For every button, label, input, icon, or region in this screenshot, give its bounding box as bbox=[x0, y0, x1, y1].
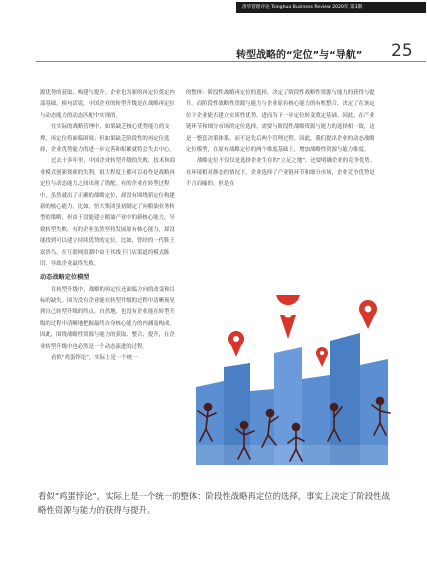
location-pin-icon bbox=[316, 347, 328, 367]
left-column bbox=[40, 88, 176, 364]
paragraph: 看似“鸡蛋悖论”，实际上是一个统一 bbox=[51, 354, 138, 361]
illustration bbox=[184, 295, 412, 465]
paragraph: 在实际的战略管理中，如果缺乏核心优势能力的支撑，再定位将面临困境；但如果缺乏阶段性的再定位选择，企业优势能力的进一步完善和积累就将会失去中心。 bbox=[40, 124, 175, 154]
paragraph: 的整体：阶段性战略再定位的选择，决定了阶段性战略性资源与能力的获得与提升。而阶段性战略性资源与能力与企业原有核心能力的有机整合，决定了在该定位下企业能否建立实质性优势，进而为下一步定位转变奠定基础。因此，在产业链环节和细分市场的定位选择，需要与阶段性战略资源与能力的选择相一致，这是一整套决策体系，而不是先后两个管理过程。因此，我们提出企业的动态战略定位模型，在原有战略定位的两个维度基础上，增加战略性资源与能力维度。 bbox=[186, 90, 375, 154]
paragraph: 过去十多年里，中国企业转型升级的失败，技术和商业模式创新探索的失利，很大程度上都可以看作是战略再定位与动态能力之间出现了错配。有的企业在转型过程中，虽然就出了正确的战略定位，却没有围绕新定位构建新的核心能力。比如，恒大集团虽初制定了向粮油业务转型的策略，但由于没能建立粮油产业中的新核心能力，导致转型失败。有的企业虽然坚持发展原有核心能力，却没能找到可以建立持续优势的定位。比如，曾经的一代鞋王富贵鸟，在互联网浪潮中由于其线下门店渠道的模式陈旧，导致企业最终失败。 bbox=[40, 158, 175, 268]
page-number: 25 bbox=[391, 41, 413, 61]
header-rule bbox=[36, 61, 426, 62]
location-pin-icon bbox=[228, 331, 244, 357]
paragraph: 源优势的获取、构建与提升。企业也为新的再定位奠定内部基础，换句话说，中国企业的转型升级是在战略再定位与动态能力的动态匹配中实现的。 bbox=[40, 90, 175, 119]
pull-quote: 看似“鸡蛋悖论”，实际上是一个统一的整体：阶段性战略再定位的选择，事实上决定了阶段性战略性资源与能力的获得与提升。 bbox=[38, 491, 390, 515]
right-column bbox=[186, 88, 376, 191]
journal-banner: 清华管理评论 Tsinghua Business Review 2020年 第3期 bbox=[236, 2, 426, 13]
location-pin-icon bbox=[359, 300, 377, 329]
running-title: 转型战略的“定位”与“导航” bbox=[236, 50, 363, 61]
paragraph: 在转型升级中，战略的再定位还面临方向的改变和目标的缺失。因为没有企业能在转型升级的过程中清晰预见到自己转型升级的终点。自然地，也没有企业能在转型升级的过程中清晰地把握最终自身核心能力的内涵及构成。因此，围绕战略性资源与能力的获取、整合、提升，在企业转型升级中也必然是一个动态演进的过程。 bbox=[40, 286, 175, 350]
paragraph: 战略定位不仅仅是选择企业生存的“立足之地”，还要明确企业的竞争优势。在环境相对静态的情况下，企业选择了产业链环节和细分市场，企业竞争优势是不言而喻的。但是在 bbox=[186, 158, 376, 188]
location-pin-icon bbox=[276, 295, 300, 339]
section-heading: 动态战略定位模型 bbox=[40, 273, 90, 281]
